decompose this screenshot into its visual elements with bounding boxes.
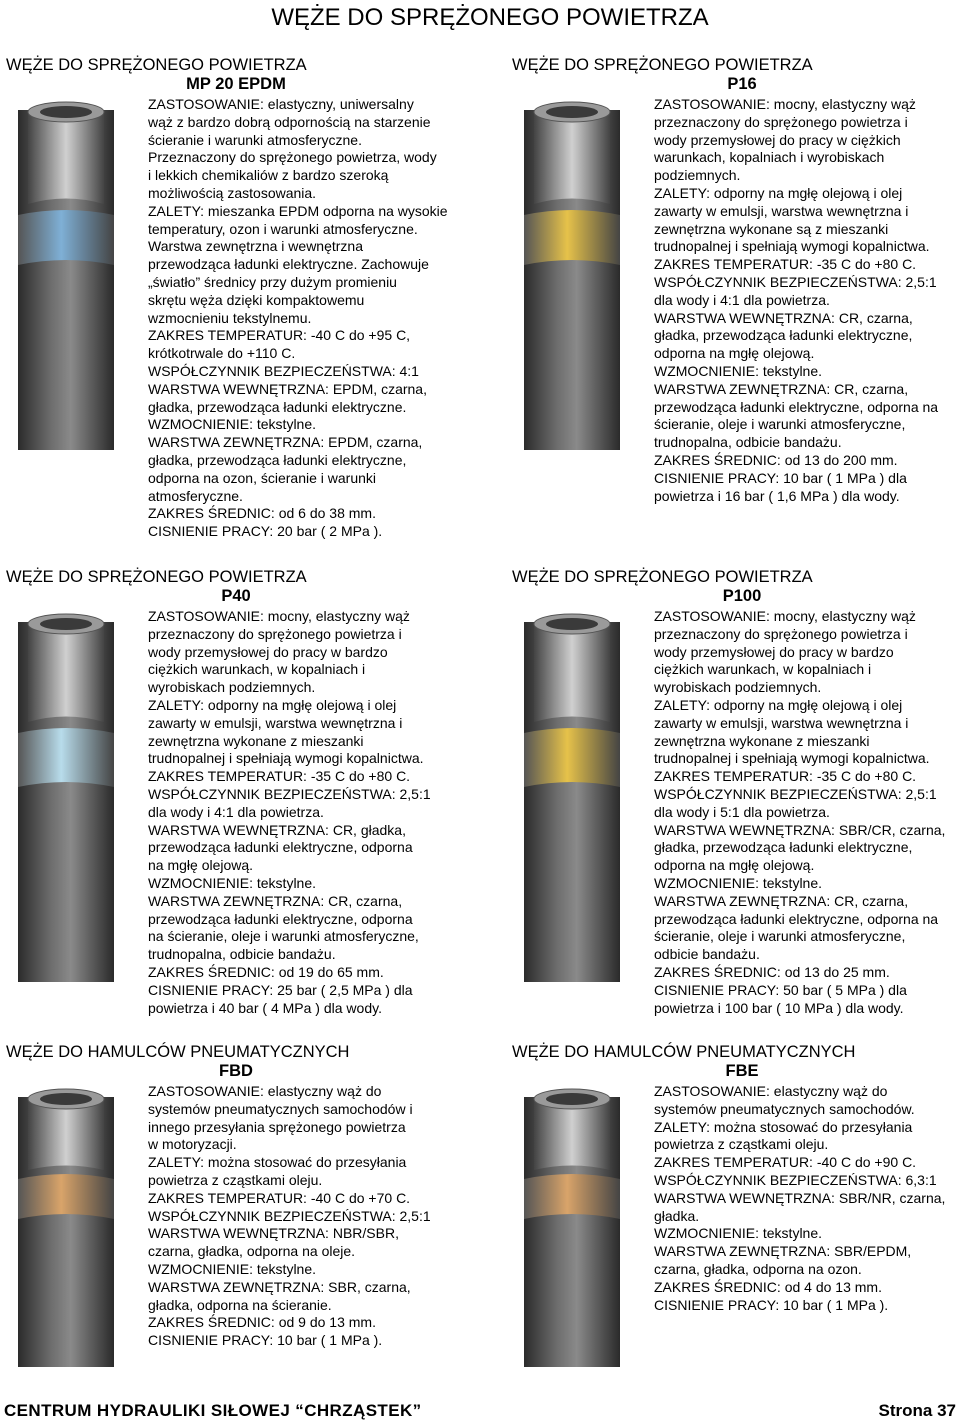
description-line: powietrza z cząstkami oleju. bbox=[148, 1171, 323, 1188]
description-line: WSPÓŁCZYNNIK BEZPIECZEŃSTWA: 2,5:1 bbox=[148, 1207, 431, 1224]
description-line: przewodząca ładunki elektryczne, odporna na bbox=[654, 910, 939, 927]
description-line: WZMOCNIENIE: tekstylne. bbox=[654, 874, 823, 891]
product-description bbox=[654, 1083, 960, 1373]
description-line: warunkach, kopalniach i wyrobiskach bbox=[654, 149, 885, 166]
description-line: ZASTOSOWANIE: mocny, elastyczny wąż bbox=[148, 608, 410, 624]
description-line: i lekkich chemikaliów z bardzo szeroką bbox=[148, 167, 389, 184]
hose-image bbox=[6, 96, 126, 541]
description-line: WARSTWA ZEWNĘTRZNA: CR, czarna, bbox=[654, 892, 909, 909]
description-line: przeznaczony do sprężonego powietrza i bbox=[654, 113, 908, 130]
description-line: dla wody i 4:1 dla powietrza. bbox=[654, 291, 830, 308]
description-line: wody przemysłowej do pracy w bardzo bbox=[148, 643, 388, 660]
description-line: krótkotrwale do +110 C. bbox=[148, 345, 296, 362]
description-line: trudnopalnej i spełniają wymogi kopalnictwa. bbox=[654, 238, 930, 255]
hose-cross-section bbox=[512, 96, 632, 456]
hose-cross-section bbox=[6, 608, 126, 988]
description-line: „światło” średnicy przy dużym promieniu bbox=[148, 273, 397, 290]
description-line: przeznaczony do sprężonego powietrza i bbox=[654, 625, 908, 642]
footer-page-number: Strona 37 bbox=[878, 1401, 956, 1420]
description-line: ZASTOSOWANIE: elastyczny, uniwersalny bbox=[148, 96, 414, 112]
description-line: ZAKRES ŚREDNIC: od 13 do 25 mm. bbox=[654, 963, 890, 980]
description-line: odporna na mgłę olejową. bbox=[654, 857, 815, 874]
description-line: WARSTWA WEWNĘTRZNA: CR, czarna, bbox=[654, 309, 913, 326]
description-line: wody przemysłowej do pracy w bardzo bbox=[654, 643, 894, 660]
description-line: przeznaczony do sprężonego powietrza i bbox=[148, 625, 402, 642]
description-line: możliwością zastosowania. bbox=[148, 184, 317, 201]
description-line: wody przemysłowej do pracy w ciężkich bbox=[654, 131, 901, 148]
description-line: odbicie bandażu. bbox=[654, 946, 760, 963]
description-line: skrętu węża dzięki kompaktowemu bbox=[148, 291, 365, 308]
description-line: przewodząca ładunki elektryczne, odporna bbox=[148, 839, 413, 856]
footer-company: CENTRUM HYDRAULIKI SIŁOWEJ “CHRZĄSTEK” bbox=[4, 1401, 422, 1420]
product-p16 bbox=[512, 56, 960, 505]
description-line: ścieranie, oleje i warunki atmosferyczne, bbox=[654, 416, 906, 433]
hose-image bbox=[6, 1083, 126, 1373]
description-line: ZAKRES TEMPERATUR: -40 C do +95 C, bbox=[148, 327, 411, 344]
description-line: trudnopalna, odbicie bandażu. bbox=[654, 434, 842, 451]
product-description bbox=[148, 608, 466, 1017]
description-line: powietrza z cząstkami oleju. bbox=[654, 1136, 829, 1153]
description-line: ZAKRES TEMPERATUR: -35 C do +80 C. bbox=[654, 256, 917, 273]
description-line: ZALETY: odporny na mgłę olejową i olej bbox=[654, 184, 903, 201]
product-model: FBD bbox=[219, 1062, 253, 1080]
description-line: wzmocnieniu tekstylnemu. bbox=[148, 309, 312, 326]
product-model: MP 20 EPDM bbox=[186, 75, 286, 93]
description-line: trudnopalnej i spełniają wymogi kopalnictwa. bbox=[148, 750, 424, 767]
description-line: WZMOCNIENIE: tekstylne. bbox=[148, 874, 317, 891]
product-category: WĘŻE DO SPRĘŻONEGO POWIETRZA bbox=[512, 56, 813, 74]
description-line: zewnętrzna wykonane z mieszanki bbox=[148, 732, 364, 749]
description-line: przewodząca ładunki elektryczne, odporna bbox=[148, 910, 413, 927]
product-category: WĘŻE DO HAMULCÓW PNEUMATYCZNYCH bbox=[6, 1043, 350, 1061]
description-line: ścieranie i warunki atmosferyczne. bbox=[148, 131, 362, 148]
description-line: zawarty w emulsji, warstwa wewnętrzna i bbox=[654, 714, 909, 731]
product-p100 bbox=[512, 568, 960, 1017]
description-line: ZAKRES TEMPERATUR: -35 C do +80 C. bbox=[148, 768, 411, 785]
product-category: WĘŻE DO HAMULCÓW PNEUMATYCZNYCH bbox=[512, 1043, 856, 1061]
product-model: P16 bbox=[727, 75, 757, 93]
description-line: CISNIENIE PRACY: 25 bar ( 2,5 MPa ) dla bbox=[148, 981, 413, 998]
description-line: czarna, gładka, odporna na ozon. bbox=[654, 1260, 862, 1277]
description-line: ZALETY: można stosować do przesyłania bbox=[148, 1154, 407, 1171]
description-line: temperatury, ozon i warunki atmosferyczne. bbox=[148, 220, 418, 237]
product-model: FBE bbox=[725, 1062, 759, 1080]
description-line: wyrobiskach podziemnych. bbox=[148, 679, 316, 696]
description-line: systemów pneumatycznych samochodów i bbox=[148, 1100, 413, 1117]
product-model: P40 bbox=[221, 587, 251, 605]
product-model: P100 bbox=[722, 587, 762, 605]
description-line: ZALETY: można stosować do przesyłania bbox=[654, 1118, 913, 1135]
description-line: powietrza i 16 bar ( 1,6 MPa ) dla wody. bbox=[654, 487, 900, 504]
description-line: WARSTWA WEWNĘTRZNA: EPDM, czarna, bbox=[148, 380, 427, 397]
description-line: powietrza i 40 bar ( 4 MPa ) dla wody. bbox=[148, 999, 382, 1016]
product-category: WĘŻE DO SPRĘŻONEGO POWIETRZA bbox=[6, 568, 307, 586]
description-line: ZASTOSOWANIE: mocny, elastyczny wąż bbox=[654, 96, 916, 112]
description-line: ZAKRES ŚREDNIC: od 19 do 65 mm. bbox=[148, 963, 384, 980]
description-line: trudnopalnej i spełniają wymogi kopalnictwa. bbox=[654, 750, 930, 767]
hose-cross-section bbox=[6, 1083, 126, 1373]
page-title: WĘŻE DO SPRĘŻONEGO POWIETRZA bbox=[271, 4, 709, 31]
description-line: innego przesyłania sprężonego powietrza bbox=[148, 1118, 406, 1135]
description-line: gładka, przewodząca ładunki elektryczne, bbox=[654, 839, 913, 856]
description-line: WARSTWA WEWNĘTRZNA: NBR/SBR, bbox=[148, 1225, 399, 1242]
description-line: powietrza i 100 bar ( 10 MPa ) dla wody. bbox=[654, 999, 904, 1016]
description-line: na ścieranie, oleje i warunki atmosferyczne, bbox=[148, 928, 419, 945]
description-line: ZALETY: odporny na mgłę olejową i olej bbox=[654, 696, 903, 713]
description-line: odporna na ozon, ścieranie i warunki bbox=[148, 469, 377, 486]
description-line: ZASTOSOWANIE: elastyczny wąż do bbox=[654, 1083, 888, 1099]
product-description bbox=[654, 96, 960, 505]
description-line: ścieranie, oleje i warunki atmosferyczne, bbox=[654, 928, 906, 945]
description-line: WZMOCNIENIE: tekstylne. bbox=[148, 416, 317, 433]
description-line: ZAKRES TEMPERATUR: -40 C do +70 C. bbox=[148, 1189, 411, 1206]
description-line: gładka, przewodząca ładunki elektryczne, bbox=[148, 451, 407, 468]
description-line: ZAKRES ŚREDNIC: od 6 do 38 mm. bbox=[148, 505, 376, 522]
description-line: ZASTOSOWANIE: mocny, elastyczny wąż bbox=[654, 608, 916, 624]
description-line: podziemnych. bbox=[654, 167, 741, 184]
description-line: trudnopalna, odbicie bandażu. bbox=[148, 946, 336, 963]
product-description bbox=[654, 608, 960, 1017]
product-p40 bbox=[6, 568, 466, 1017]
description-line: ZAKRES TEMPERATUR: -40 C do +90 C. bbox=[654, 1154, 917, 1171]
description-line: WARSTWA ZEWNĘTRZNA: EPDM, czarna, bbox=[148, 434, 423, 451]
hose-image bbox=[512, 96, 632, 505]
product-fbe bbox=[512, 1043, 960, 1373]
product-fbd bbox=[6, 1043, 466, 1373]
description-line: gładka, przewodząca ładunki elektryczne. bbox=[148, 398, 407, 415]
description-line: WARSTWA WEWNĘTRZNA: CR, gładka, bbox=[148, 821, 406, 838]
description-line: przewodząca ładunki elektryczne. Zachowuje bbox=[148, 256, 429, 273]
description-line: zewnętrzna wykonane z mieszanki bbox=[654, 732, 870, 749]
description-line: ciężkich warunkach, w kopalniach i bbox=[654, 661, 872, 678]
description-line: ZALETY: odporny na mgłę olejową i olej bbox=[148, 696, 397, 713]
description-line: WSPÓŁCZYNNIK BEZPIECZEŃSTWA: 2,5:1 bbox=[148, 785, 431, 802]
description-line: gładka. bbox=[654, 1207, 700, 1224]
description-line: ciężkich warunkach, w kopalniach i bbox=[148, 661, 366, 678]
product-mp20-epdm bbox=[6, 56, 466, 541]
description-line: Przeznaczony do sprężonego powietrza, wody bbox=[148, 149, 437, 166]
description-line: CISNIENIE PRACY: 20 bar ( 2 MPa ). bbox=[148, 523, 383, 540]
description-line: gładka, odporna na ścieranie. bbox=[148, 1296, 332, 1313]
description-line: dla wody i 5:1 dla powietrza. bbox=[654, 803, 830, 820]
description-line: CISNIENIE PRACY: 10 bar ( 1 MPa ) dla bbox=[654, 469, 907, 486]
description-line: zawarty w emulsji, warstwa wewnętrzna i bbox=[654, 202, 909, 219]
description-line: zawarty w emulsji, warstwa wewnętrzna i bbox=[148, 714, 403, 731]
description-line: WSPÓŁCZYNNIK BEZPIECZEŃSTWA: 4:1 bbox=[148, 362, 419, 379]
product-description bbox=[148, 1083, 466, 1373]
description-line: odporna na mgłę olejową. bbox=[654, 345, 815, 362]
description-line: dla wody i 4:1 dla powietrza. bbox=[148, 803, 324, 820]
description-line: ZAKRES ŚREDNIC: od 9 do 13 mm. bbox=[148, 1314, 376, 1331]
description-line: systemów pneumatycznych samochodów. bbox=[654, 1100, 915, 1117]
description-line: ZAKRES TEMPERATUR: -35 C do +80 C. bbox=[654, 768, 917, 785]
hose-cross-section bbox=[6, 96, 126, 456]
description-line: WARSTWA WEWNĘTRZNA: SBR/CR, czarna, bbox=[654, 821, 946, 838]
description-line: Warstwa zewnętrzna i wewnętrzna bbox=[148, 238, 364, 255]
hose-image bbox=[512, 608, 632, 1017]
description-line: WARSTWA ZEWNĘTRZNA: SBR, czarna, bbox=[148, 1278, 411, 1295]
product-category: WĘŻE DO SPRĘŻONEGO POWIETRZA bbox=[6, 56, 307, 74]
description-line: WSPÓŁCZYNNIK BEZPIECZEŃSTWA: 2,5:1 bbox=[654, 273, 937, 290]
description-line: atmosferyczne. bbox=[148, 487, 243, 504]
description-line: WARSTWA ZEWNĘTRZNA: SBR/EPDM, bbox=[654, 1243, 912, 1260]
description-line: przewodząca ładunki elektryczne, odporna na bbox=[654, 398, 939, 415]
description-line: gładka, przewodząca ładunki elektryczne, bbox=[654, 327, 913, 344]
description-line: WSPÓŁCZYNNIK BEZPIECZEŃSTWA: 6,3:1 bbox=[654, 1171, 937, 1188]
product-category: WĘŻE DO SPRĘŻONEGO POWIETRZA bbox=[512, 568, 813, 586]
description-line: CISNIENIE PRACY: 50 bar ( 5 MPa ) dla bbox=[654, 981, 907, 998]
description-line: WZMOCNIENIE: tekstylne. bbox=[148, 1260, 317, 1277]
description-line: czarna, gładka, odporna na oleje. bbox=[148, 1243, 356, 1260]
description-line: ZAKRES ŚREDNIC: od 4 do 13 mm. bbox=[654, 1278, 882, 1295]
description-line: WZMOCNIENIE: tekstylne. bbox=[654, 362, 823, 379]
description-line: ZAKRES ŚREDNIC: od 13 do 200 mm. bbox=[654, 451, 898, 468]
description-line: ZASTOSOWANIE: elastyczny wąż do bbox=[148, 1083, 382, 1099]
description-line: zewnętrzna wykonane są z mieszanki bbox=[654, 220, 889, 237]
hose-cross-section bbox=[512, 608, 632, 988]
description-line: wyrobiskach podziemnych. bbox=[654, 679, 822, 696]
description-line: ZALETY: mieszanka EPDM odporna na wysokie bbox=[148, 202, 448, 219]
description-line: na mgłę olejową. bbox=[148, 857, 254, 874]
description-line: CISNIENIE PRACY: 10 bar ( 1 MPa ). bbox=[148, 1332, 383, 1349]
description-line: WZMOCNIENIE: tekstylne. bbox=[654, 1225, 823, 1242]
description-line: WARSTWA ZEWNĘTRZNA: CR, czarna, bbox=[148, 892, 403, 909]
hose-cross-section bbox=[512, 1083, 632, 1373]
description-line: wąż z bardzo dobrą odpornością na starzenie bbox=[148, 113, 431, 130]
description-line: WARSTWA WEWNĘTRZNA: SBR/NR, czarna, bbox=[654, 1189, 946, 1206]
description-line: CISNIENIE PRACY: 10 bar ( 1 MPa ). bbox=[654, 1296, 889, 1313]
product-description bbox=[148, 96, 466, 541]
description-line: WARSTWA ZEWNĘTRZNA: CR, czarna, bbox=[654, 380, 909, 397]
hose-image bbox=[512, 1083, 632, 1373]
description-line: WSPÓŁCZYNNIK BEZPIECZEŃSTWA: 2,5:1 bbox=[654, 785, 937, 802]
description-line: w motoryzacji. bbox=[148, 1136, 237, 1153]
hose-image bbox=[6, 608, 126, 1017]
